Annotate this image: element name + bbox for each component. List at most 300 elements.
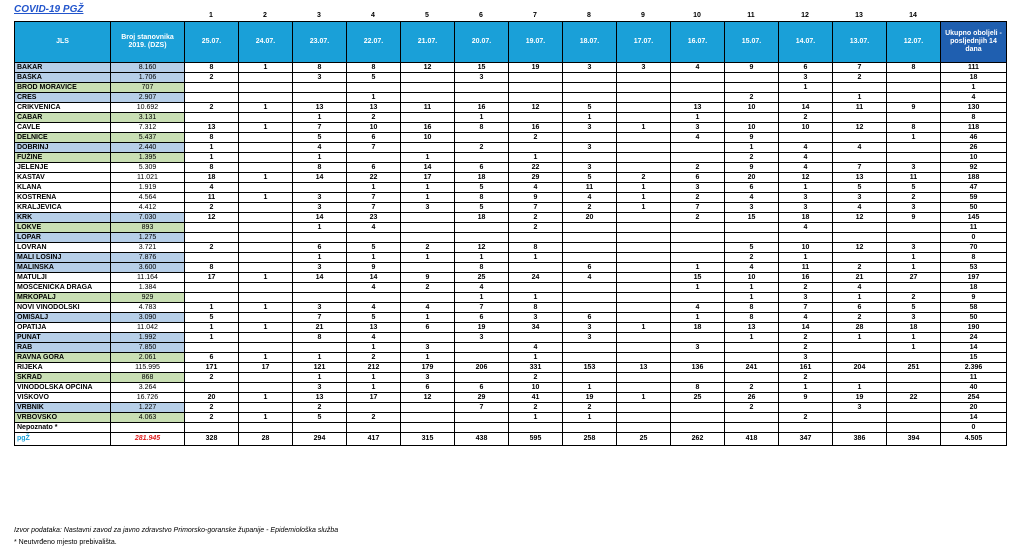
case-count-cell: [617, 303, 671, 313]
population-cell: 8.160: [111, 63, 185, 73]
case-count-cell: [401, 263, 455, 273]
case-count-cell: 13: [617, 363, 671, 373]
case-count-cell: [239, 93, 293, 103]
case-count-cell: [563, 83, 617, 93]
case-count-cell: [617, 333, 671, 343]
case-count-cell: 7: [347, 143, 401, 153]
case-count-cell: [833, 343, 887, 353]
case-count-cell: 2: [671, 193, 725, 203]
total-cell: 8: [941, 113, 1007, 123]
case-count-cell: 136: [671, 363, 725, 373]
column-number: 12: [801, 12, 809, 19]
case-count-cell: 153: [563, 363, 617, 373]
case-count-cell: [239, 133, 293, 143]
population-cell: 1.395: [111, 153, 185, 163]
case-count-cell: 2: [509, 373, 563, 383]
case-count-cell: 13: [833, 173, 887, 183]
table-row: [15, 93, 1007, 103]
case-count-cell: [617, 223, 671, 233]
case-count-cell: 10: [725, 103, 779, 113]
case-count-cell: 19: [455, 323, 509, 333]
case-count-cell: 9: [725, 163, 779, 173]
case-count-cell: [671, 373, 725, 383]
case-count-cell: [725, 223, 779, 233]
case-count-cell: 15: [671, 273, 725, 283]
case-count-cell: 4: [185, 183, 239, 193]
case-count-cell: 8: [509, 303, 563, 313]
case-count-cell: [563, 253, 617, 263]
total-cell: 59: [941, 193, 1007, 203]
case-count-cell: 3: [563, 163, 617, 173]
case-count-cell: [563, 93, 617, 103]
case-count-cell: [401, 333, 455, 343]
case-count-cell: 8: [293, 63, 347, 73]
case-count-cell: [185, 283, 239, 293]
population-cell: 1.992: [111, 333, 185, 343]
case-count-cell: [617, 233, 671, 243]
case-count-cell: [239, 333, 293, 343]
case-count-cell: 22: [887, 393, 941, 403]
case-count-cell: 8: [887, 63, 941, 73]
case-count-cell: [617, 293, 671, 303]
total-cell: 18: [941, 283, 1007, 293]
case-count-cell: 2: [185, 243, 239, 253]
header-date: 14.07.: [779, 22, 833, 63]
table-row: [15, 413, 1007, 423]
summary-label: pgŽ: [15, 433, 111, 446]
case-count-cell: [239, 143, 293, 153]
case-count-cell: [887, 383, 941, 393]
case-count-cell: [509, 93, 563, 103]
case-count-cell: 121: [293, 363, 347, 373]
case-count-cell: [563, 423, 617, 433]
population-cell: 3.090: [111, 313, 185, 323]
case-count-cell: 1: [509, 353, 563, 363]
column-number: 3: [317, 12, 321, 19]
case-count-cell: [293, 423, 347, 433]
case-count-cell: [185, 343, 239, 353]
table-row: [15, 313, 1007, 323]
case-count-cell: [671, 83, 725, 93]
case-count-cell: 1: [833, 93, 887, 103]
case-count-cell: [509, 73, 563, 83]
header-date: 15.07.: [725, 22, 779, 63]
case-count-cell: [725, 373, 779, 383]
case-count-cell: 2: [185, 103, 239, 113]
case-count-cell: 1: [779, 383, 833, 393]
case-count-cell: 1: [509, 253, 563, 263]
case-count-cell: 3: [887, 243, 941, 253]
case-count-cell: [779, 133, 833, 143]
case-count-cell: [671, 223, 725, 233]
header-population: Broj stanovnika 2019. (DZS): [111, 22, 185, 63]
total-cell: 11: [941, 223, 1007, 233]
total-cell: 47: [941, 183, 1007, 193]
case-count-cell: 3: [671, 183, 725, 193]
case-count-cell: [617, 243, 671, 253]
case-count-cell: 4: [401, 303, 455, 313]
case-count-cell: [185, 83, 239, 93]
population-cell: 1.706: [111, 73, 185, 83]
summary-count-cell: 347: [779, 433, 833, 446]
case-count-cell: [671, 73, 725, 83]
case-count-cell: 5: [293, 133, 347, 143]
case-count-cell: [455, 413, 509, 423]
case-count-cell: 4: [347, 223, 401, 233]
case-count-cell: 6: [293, 243, 347, 253]
case-count-cell: [239, 383, 293, 393]
case-count-cell: 17: [239, 363, 293, 373]
case-count-cell: 25: [455, 273, 509, 283]
table-row: [15, 183, 1007, 193]
column-number: 1: [209, 12, 213, 19]
table-row: [15, 303, 1007, 313]
case-count-cell: [401, 233, 455, 243]
case-count-cell: 1: [239, 193, 293, 203]
total-cell: 40: [941, 383, 1007, 393]
population-cell: 1.919: [111, 183, 185, 193]
table-row: [15, 193, 1007, 203]
jls-name: NOVI VINODOLSKI: [15, 303, 111, 313]
population-cell: 5.437: [111, 133, 185, 143]
case-count-cell: 331: [509, 363, 563, 373]
jls-name: SKRAD: [15, 373, 111, 383]
footnote: * Neutvrđeno mjesto prebivališta.: [14, 539, 117, 546]
covid-cases-table: [14, 21, 1007, 446]
case-count-cell: [887, 413, 941, 423]
case-count-cell: 12: [509, 103, 563, 113]
case-count-cell: [617, 403, 671, 413]
case-count-cell: 3: [833, 403, 887, 413]
case-count-cell: 1: [293, 223, 347, 233]
case-count-cell: [725, 423, 779, 433]
jls-name: MALINSKA: [15, 263, 111, 273]
case-count-cell: [887, 73, 941, 83]
case-count-cell: 22: [509, 163, 563, 173]
table-row: [15, 243, 1007, 253]
case-count-cell: 20: [185, 393, 239, 403]
case-count-cell: [293, 293, 347, 303]
case-count-cell: 1: [887, 253, 941, 263]
case-count-cell: 13: [293, 103, 347, 113]
case-count-cell: 1: [347, 93, 401, 103]
case-count-cell: 13: [185, 123, 239, 133]
summary-count-cell: 315: [401, 433, 455, 446]
case-count-cell: [239, 203, 293, 213]
case-count-cell: 2: [833, 263, 887, 273]
case-count-cell: [509, 423, 563, 433]
case-count-cell: [617, 83, 671, 93]
table-row: [15, 163, 1007, 173]
case-count-cell: 3: [293, 73, 347, 83]
column-number: 2: [263, 12, 267, 19]
population-cell: 11.042: [111, 323, 185, 333]
case-count-cell: 18: [779, 213, 833, 223]
jls-name: CRIKVENICA: [15, 103, 111, 113]
case-count-cell: 18: [671, 323, 725, 333]
case-count-cell: 4: [671, 303, 725, 313]
population-cell: 2.061: [111, 353, 185, 363]
case-count-cell: 2: [833, 73, 887, 83]
case-count-cell: [563, 373, 617, 383]
case-count-cell: 8: [725, 313, 779, 323]
case-count-cell: 3: [887, 203, 941, 213]
case-count-cell: [293, 183, 347, 193]
case-count-cell: [725, 413, 779, 423]
jls-name: CRES: [15, 93, 111, 103]
case-count-cell: 2: [779, 283, 833, 293]
total-cell: 2.396: [941, 363, 1007, 373]
jls-name: MATULJI: [15, 273, 111, 283]
case-count-cell: 3: [563, 333, 617, 343]
case-count-cell: 8: [185, 133, 239, 143]
case-count-cell: 4: [347, 303, 401, 313]
header-date: 16.07.: [671, 22, 725, 63]
case-count-cell: 2: [725, 153, 779, 163]
case-count-cell: 11: [779, 263, 833, 273]
population-cell: 868: [111, 373, 185, 383]
case-count-cell: 3: [563, 323, 617, 333]
case-count-cell: 1: [671, 313, 725, 323]
case-count-cell: [617, 93, 671, 103]
case-count-cell: 1: [347, 373, 401, 383]
case-count-cell: [185, 383, 239, 393]
case-count-cell: 5: [563, 173, 617, 183]
case-count-cell: 4: [833, 203, 887, 213]
case-count-cell: 14: [779, 103, 833, 113]
case-count-cell: [671, 353, 725, 363]
case-count-cell: 5: [725, 243, 779, 253]
case-count-cell: 8: [725, 303, 779, 313]
case-count-cell: 3: [293, 203, 347, 213]
jls-name: ČABAR: [15, 113, 111, 123]
case-count-cell: 17: [347, 393, 401, 403]
case-count-cell: [185, 223, 239, 233]
case-count-cell: 2: [779, 113, 833, 123]
case-count-cell: 11: [563, 183, 617, 193]
population-cell: 929: [111, 293, 185, 303]
case-count-cell: 4: [779, 143, 833, 153]
case-count-cell: [455, 343, 509, 353]
case-count-cell: 1: [833, 333, 887, 343]
case-count-cell: 204: [833, 363, 887, 373]
total-cell: 4: [941, 93, 1007, 103]
case-count-cell: [833, 373, 887, 383]
case-count-cell: 9: [887, 213, 941, 223]
case-count-cell: 19: [833, 393, 887, 403]
column-number: 8: [587, 12, 591, 19]
case-count-cell: [887, 143, 941, 153]
case-count-cell: [455, 353, 509, 363]
case-count-cell: [293, 283, 347, 293]
case-count-cell: 3: [617, 63, 671, 73]
case-count-cell: 8: [455, 193, 509, 203]
table-row: [15, 323, 1007, 333]
case-count-cell: 4: [455, 283, 509, 293]
population-cell: [111, 423, 185, 433]
case-count-cell: [401, 143, 455, 153]
case-count-cell: [401, 403, 455, 413]
case-count-cell: [401, 293, 455, 303]
case-count-cell: 1: [239, 413, 293, 423]
jls-name: JELENJE: [15, 163, 111, 173]
case-count-cell: 10: [779, 243, 833, 253]
case-count-cell: 7: [833, 63, 887, 73]
population-cell: 4.783: [111, 303, 185, 313]
case-count-cell: 3: [455, 333, 509, 343]
case-count-cell: 1: [617, 393, 671, 403]
case-count-cell: [779, 403, 833, 413]
case-count-cell: 41: [509, 393, 563, 403]
case-count-cell: [347, 83, 401, 93]
header-date: 17.07.: [617, 22, 671, 63]
case-count-cell: [833, 83, 887, 93]
header-date: 12.07.: [887, 22, 941, 63]
summary-count-cell: 28: [239, 433, 293, 446]
population-cell: 4.063: [111, 413, 185, 423]
case-count-cell: 7: [347, 193, 401, 203]
case-count-cell: [671, 153, 725, 163]
case-count-cell: 6: [671, 173, 725, 183]
population-cell: 3.600: [111, 263, 185, 273]
case-count-cell: 1: [185, 153, 239, 163]
case-count-cell: 9: [725, 133, 779, 143]
case-count-cell: 13: [347, 323, 401, 333]
case-count-cell: 10: [347, 123, 401, 133]
population-cell: 5.309: [111, 163, 185, 173]
case-count-cell: 2: [887, 293, 941, 303]
case-count-cell: 2: [833, 313, 887, 323]
case-count-cell: [725, 353, 779, 363]
case-count-cell: [887, 93, 941, 103]
case-count-cell: 9: [779, 393, 833, 403]
case-count-cell: 212: [347, 363, 401, 373]
case-count-cell: 1: [509, 153, 563, 163]
case-count-cell: [617, 353, 671, 363]
case-count-cell: 1: [725, 333, 779, 343]
case-count-cell: 12: [833, 123, 887, 133]
case-count-cell: 1: [887, 343, 941, 353]
jls-name: KOSTRENA: [15, 193, 111, 203]
case-count-cell: 12: [779, 173, 833, 183]
jls-name: KLANA: [15, 183, 111, 193]
table-row: [15, 203, 1007, 213]
case-count-cell: [401, 413, 455, 423]
total-cell: 70: [941, 243, 1007, 253]
table-row: [15, 233, 1007, 243]
jls-name: KRK: [15, 213, 111, 223]
case-count-cell: 4: [779, 223, 833, 233]
table-row: [15, 173, 1007, 183]
case-count-cell: [833, 413, 887, 423]
case-count-cell: 16: [779, 273, 833, 283]
total-cell: 14: [941, 343, 1007, 353]
jls-name: DELNICE: [15, 133, 111, 143]
case-count-cell: [887, 83, 941, 93]
case-count-cell: [617, 283, 671, 293]
case-count-cell: [239, 283, 293, 293]
case-count-cell: [617, 383, 671, 393]
total-cell: 111: [941, 63, 1007, 73]
case-count-cell: 1: [401, 183, 455, 193]
case-count-cell: 2: [725, 383, 779, 393]
case-count-cell: [239, 343, 293, 353]
total-cell: 15: [941, 353, 1007, 363]
case-count-cell: [239, 423, 293, 433]
case-count-cell: [617, 113, 671, 123]
total-cell: 92: [941, 163, 1007, 173]
jls-name: Nepoznato *: [15, 423, 111, 433]
jls-name: MOŠĆENIČKA DRAGA: [15, 283, 111, 293]
case-count-cell: 20: [725, 173, 779, 183]
case-count-cell: [671, 143, 725, 153]
case-count-cell: 18: [185, 173, 239, 183]
case-count-cell: 1: [725, 143, 779, 153]
case-count-cell: [455, 373, 509, 383]
jls-name: OPATIJA: [15, 323, 111, 333]
case-count-cell: 21: [833, 273, 887, 283]
case-count-cell: 1: [779, 183, 833, 193]
case-count-cell: 9: [509, 193, 563, 203]
case-count-cell: [239, 73, 293, 83]
case-count-cell: 2: [779, 413, 833, 423]
header-jls: JLS: [15, 22, 111, 63]
case-count-cell: 8: [347, 63, 401, 73]
column-number: 14: [909, 12, 917, 19]
case-count-cell: 241: [725, 363, 779, 373]
case-count-cell: 5: [887, 303, 941, 313]
case-count-cell: [563, 133, 617, 143]
case-count-cell: 7: [833, 163, 887, 173]
case-count-cell: [563, 283, 617, 293]
case-count-cell: 1: [185, 143, 239, 153]
case-count-cell: 13: [671, 103, 725, 113]
case-count-cell: 4: [563, 273, 617, 283]
case-count-cell: 1: [347, 183, 401, 193]
case-count-cell: 12: [455, 243, 509, 253]
case-count-cell: 2: [185, 403, 239, 413]
case-count-cell: 14: [293, 173, 347, 183]
total-cell: 53: [941, 263, 1007, 273]
case-count-cell: 10: [779, 123, 833, 133]
case-count-cell: 6: [455, 163, 509, 173]
case-count-cell: 2: [671, 163, 725, 173]
total-cell: 24: [941, 333, 1007, 343]
case-count-cell: 179: [401, 363, 455, 373]
total-cell: 46: [941, 133, 1007, 143]
case-count-cell: 7: [455, 403, 509, 413]
table-row: [15, 353, 1007, 363]
case-count-cell: [347, 423, 401, 433]
case-count-cell: [617, 273, 671, 283]
column-number-row: [14, 11, 1006, 20]
header-total: Ukupno oboljeli - posljednjih 14 dana: [941, 22, 1007, 63]
population-cell: 1.384: [111, 283, 185, 293]
jls-name: MRKOPALJ: [15, 293, 111, 303]
case-count-cell: [455, 93, 509, 103]
case-count-cell: [563, 243, 617, 253]
case-count-cell: 4: [725, 263, 779, 273]
case-count-cell: 2: [185, 373, 239, 383]
case-count-cell: 1: [293, 113, 347, 123]
case-count-cell: 3: [779, 353, 833, 363]
case-count-cell: 1: [401, 253, 455, 263]
jls-name: VRBOVSKO: [15, 413, 111, 423]
case-count-cell: [725, 73, 779, 83]
case-count-cell: 15: [455, 63, 509, 73]
case-count-cell: [509, 263, 563, 273]
population-cell: 11.164: [111, 273, 185, 283]
